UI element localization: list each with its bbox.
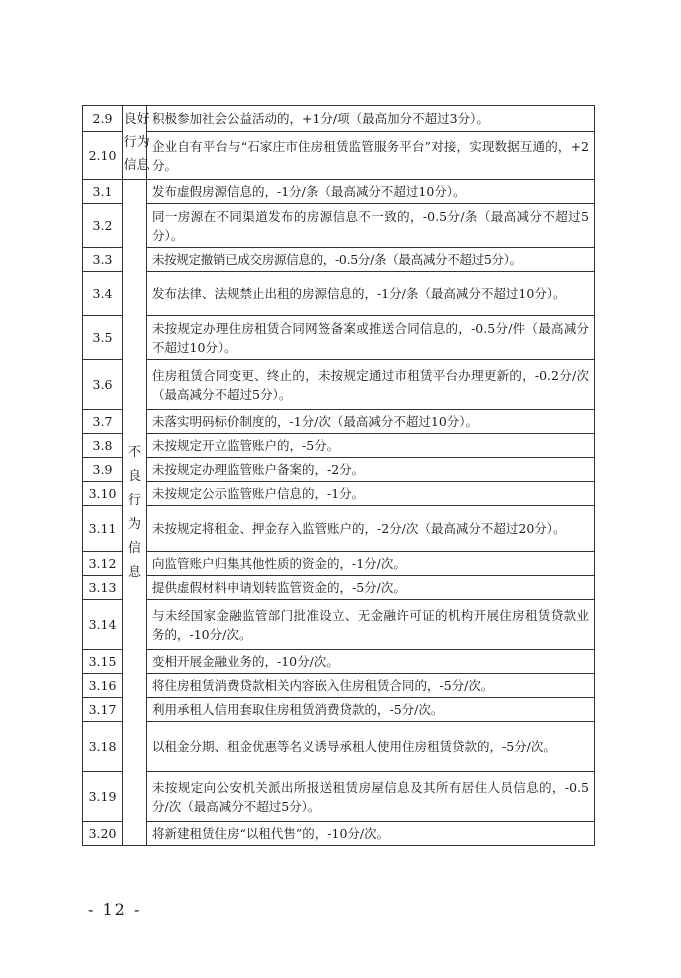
category-good xyxy=(123,106,150,180)
table-row xyxy=(83,248,595,272)
row-number: 3.9 xyxy=(83,458,123,482)
table-row xyxy=(83,576,595,600)
table-row xyxy=(83,316,595,360)
row-description: 未按规定撤销已成交房源信息的，-0.5分/条（最高减分不超过5分）。 xyxy=(147,248,595,272)
table-row xyxy=(83,722,595,772)
row-number: 2.9 xyxy=(83,106,123,132)
table-row xyxy=(83,506,595,552)
row-number: 3.11 xyxy=(83,506,123,552)
category-good-label: 良好行为信息 xyxy=(123,112,150,173)
table-row xyxy=(83,132,595,180)
row-description: 未按规定办理住房租赁合同网签备案或推送合同信息的，-0.5分/件（最高减分不超过10分）。 xyxy=(147,316,595,360)
table-row xyxy=(83,180,595,204)
row-number: 3.7 xyxy=(83,410,123,434)
row-description: 将新建租赁住房“以租代售”的，-10分/次。 xyxy=(147,822,595,846)
table-row xyxy=(83,410,595,434)
row-description: 未按规定向公安机关派出所报送租赁房屋信息及其所有居住人员信息的，-0.5分/次（最高减分不超过5分）。 xyxy=(147,772,595,822)
row-number: 3.18 xyxy=(83,722,123,772)
row-description: 向监管账户归集其他性质的资金的，-1分/次。 xyxy=(147,552,595,576)
category-bad xyxy=(123,180,147,846)
row-number: 3.4 xyxy=(83,272,123,316)
row-number: 3.1 xyxy=(83,180,123,204)
table-row xyxy=(83,106,595,132)
table-row xyxy=(83,434,595,458)
table-row xyxy=(83,482,595,506)
row-description: 未按规定将租金、押金存入监管账户的，-2分/次（最高减分不超过20分）。 xyxy=(147,506,595,552)
row-number: 3.15 xyxy=(83,650,123,674)
table-row xyxy=(83,698,595,722)
row-number: 3.19 xyxy=(83,772,123,822)
row-description: 企业自有平台与“石家庄市住房租赁监管服务平台”对接，实现数据互通的，+2分。 xyxy=(147,132,595,180)
row-number: 3.6 xyxy=(83,360,123,410)
row-description: 发布虚假房源信息的，-1分/条（最高减分不超过10分）。 xyxy=(147,180,595,204)
table-row xyxy=(83,458,595,482)
row-description: 与未经国家金融监管部门批准设立、无金融许可证的机构开展住房租赁贷款业务的，-10分/次。 xyxy=(147,600,595,650)
table-row xyxy=(83,822,595,846)
row-number: 3.17 xyxy=(83,698,123,722)
table-row xyxy=(83,674,595,698)
row-number: 3.10 xyxy=(83,482,123,506)
row-number: 3.12 xyxy=(83,552,123,576)
row-description: 未落实明码标价制度的，-1分/次（最高减分不超过10分）。 xyxy=(147,410,595,434)
table-row xyxy=(83,650,595,674)
table-body xyxy=(83,106,595,846)
row-description: 住房租赁合同变更、终止的，未按规定通过市租赁平台办理更新的，-0.2分/次（最高减分不超过5分）。 xyxy=(147,360,595,410)
table-row xyxy=(83,600,595,650)
row-number: 3.13 xyxy=(83,576,123,600)
table-row xyxy=(83,204,595,248)
row-number: 3.20 xyxy=(83,822,123,846)
page-number: - 12 - xyxy=(88,900,142,919)
table-row xyxy=(83,272,595,316)
row-number: 2.10 xyxy=(83,132,123,180)
credit-score-table xyxy=(82,105,595,846)
row-number: 3.5 xyxy=(83,316,123,360)
row-number: 3.3 xyxy=(83,248,123,272)
row-number: 3.16 xyxy=(83,674,123,698)
table-row xyxy=(83,552,595,576)
row-description: 将住房租赁消费贷款相关内容嵌入住房租赁合同的，-5分/次。 xyxy=(147,674,595,698)
row-description: 未按规定开立监管账户的，-5分。 xyxy=(147,434,595,458)
row-description: 未按规定办理监管账户备案的，-2分。 xyxy=(147,458,595,482)
row-number: 3.14 xyxy=(83,600,123,650)
row-description: 利用承租人信用套取住房租赁消费贷款的，-5分/次。 xyxy=(147,698,595,722)
row-description: 提供虚假材料申请划转监管资金的，-5分/次。 xyxy=(147,576,595,600)
row-description: 同一房源在不同渠道发布的房源信息不一致的，-0.5分/条（最高减分不超过5分）。 xyxy=(147,204,595,248)
row-description: 发布法律、法规禁止出租的房源信息的，-1分/条（最高减分不超过10分）。 xyxy=(147,272,595,316)
row-number: 3.2 xyxy=(83,204,123,248)
row-description: 未按规定公示监管账户信息的，-1分。 xyxy=(147,482,595,506)
category-bad-label: 不良行为信息 xyxy=(128,444,142,580)
table-row xyxy=(83,360,595,410)
row-description: 以租金分期、租金优惠等名义诱导承租人使用住房租赁贷款的，-5分/次。 xyxy=(147,722,595,772)
table-row xyxy=(83,772,595,822)
row-description: 变相开展金融业务的，-10分/次。 xyxy=(147,650,595,674)
row-description: 积极参加社会公益活动的，+1分/项（最高加分不超过3分）。 xyxy=(147,106,595,132)
row-number: 3.8 xyxy=(83,434,123,458)
